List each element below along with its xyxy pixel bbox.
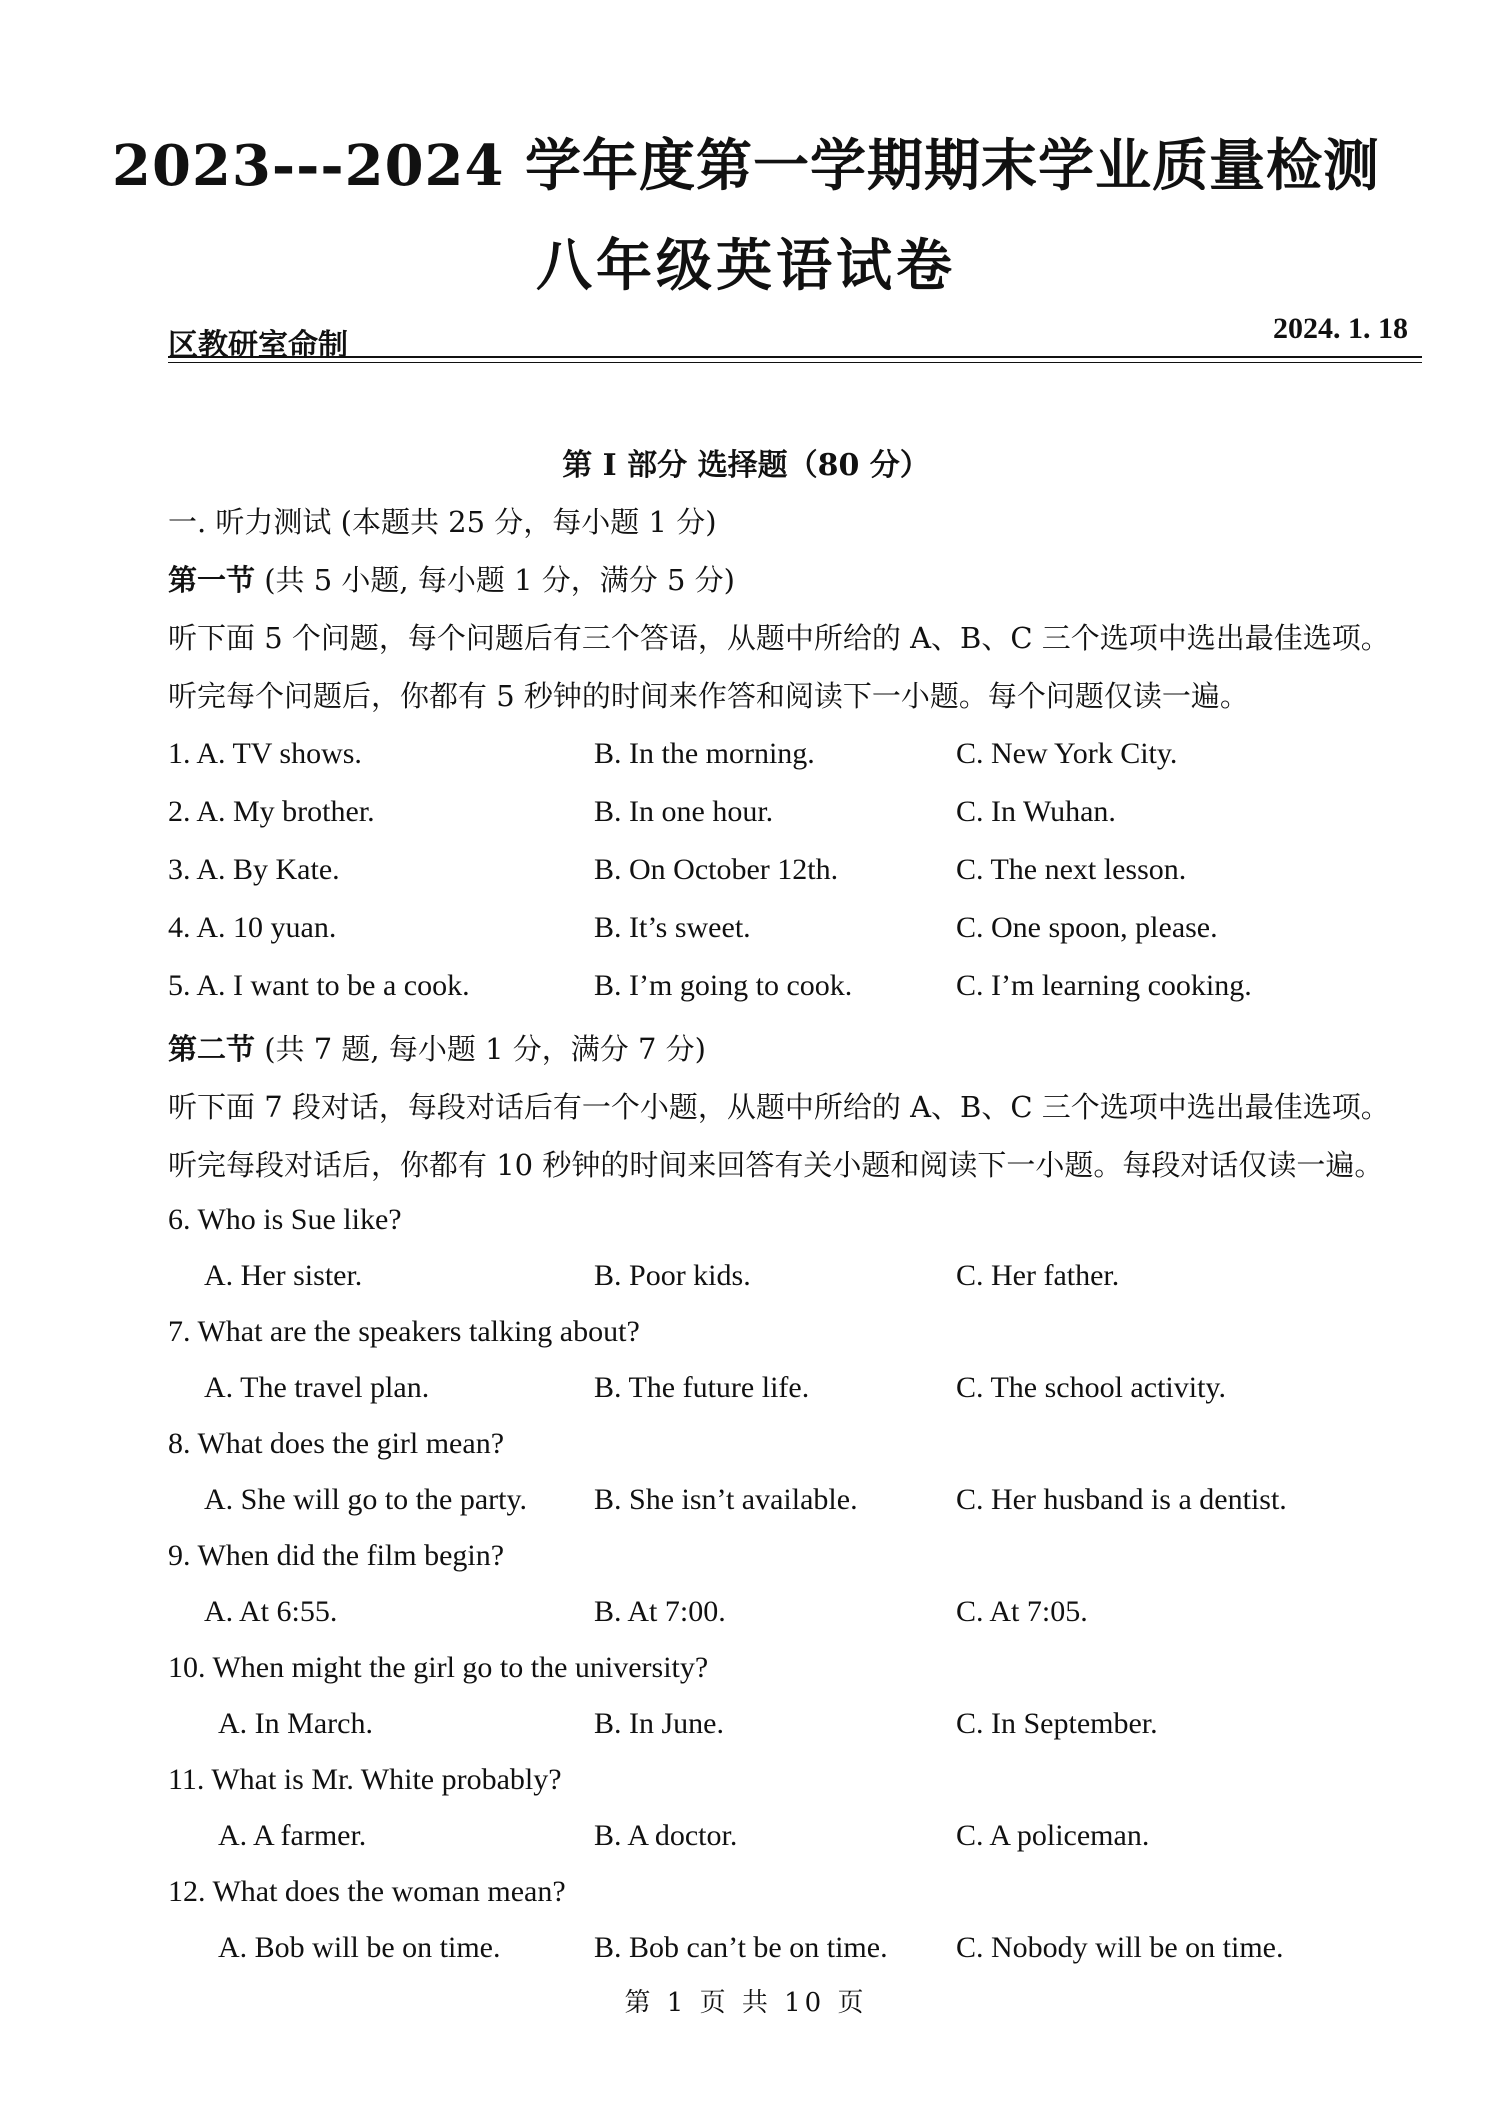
question-7-options <box>0 1371 1492 1411</box>
question-10-options <box>0 1707 1492 1747</box>
listening-item-4 <box>0 911 1492 951</box>
section2-instruction-1: 听下面 7 段对话，每段对话后有一个小题，从题中所给的 A、B、C 三个选项中选出最佳选项。 <box>168 1090 1390 1124</box>
option-c: C. New York City. <box>956 737 1178 770</box>
exam-date: 2024. 1. 18 <box>1273 312 1408 345</box>
option-a: A. Her sister. <box>204 1259 363 1292</box>
question-9-options <box>0 1595 1492 1635</box>
listening-item-3 <box>0 853 1492 893</box>
option-a: 5. A. I want to be a cook. <box>168 969 470 1002</box>
section1-instruction-1: 听下面 5 个问题，每个问题后有三个答语，从题中所给的 A、B、C 三个选项中选出最佳选项。 <box>168 621 1390 655</box>
section2-header <box>168 1027 706 1068</box>
section2-instruction-2: 听完每段对话后，你都有 10 秒钟的时间来回答有关小题和阅读下一小题。每段对话仅读一遍。 <box>168 1148 1384 1182</box>
option-c: C. In Wuhan. <box>956 795 1116 828</box>
option-b: B. Bob can’t be on time. <box>594 1931 888 1964</box>
section1-info: (共 5 小题, 每小题 1 分，满分 5 分) <box>255 563 735 597</box>
option-a: 1. A. TV shows. <box>168 737 362 770</box>
question-7: 7. What are the speakers talking about? <box>168 1315 640 1348</box>
option-b: B. The future life. <box>594 1371 810 1404</box>
page-footer: 第 1 页 共 10 页 <box>624 1988 868 2018</box>
option-b: B. In one hour. <box>594 795 774 828</box>
question-6: 6. Who is Sue like? <box>168 1203 402 1236</box>
option-c: C. The school activity. <box>956 1371 1226 1404</box>
option-a: A. At 6:55. <box>204 1595 338 1628</box>
listening-item-1 <box>0 737 1492 777</box>
question-12-options <box>0 1931 1492 1971</box>
exam-title: 2023---2024 学年度第一学期期末学业质量检测 <box>112 133 1380 199</box>
section1-header <box>168 558 735 599</box>
question-9: 9. When did the film begin? <box>168 1539 505 1572</box>
listening-item-5 <box>0 969 1492 1009</box>
option-a: A. Bob will be on time. <box>218 1931 501 1964</box>
header-rule <box>168 356 1422 358</box>
section1-label: 第一节 <box>168 563 256 597</box>
question-12: 12. What does the woman mean? <box>168 1875 566 1908</box>
exam-subtitle: 八年级英语试卷 <box>536 233 956 299</box>
option-c: C. In September. <box>956 1707 1158 1740</box>
listening-heading: 一. 听力测试 (本题共 25 分，每小题 1 分) <box>168 505 717 539</box>
question-6-options <box>0 1259 1492 1299</box>
option-b: B. In June. <box>594 1707 724 1740</box>
option-c: C. Her husband is a dentist. <box>956 1483 1287 1516</box>
option-c: C. Her father. <box>956 1259 1120 1292</box>
option-b: B. I’m going to cook. <box>594 969 853 1002</box>
question-11-options <box>0 1819 1492 1859</box>
listening-item-2 <box>0 795 1492 835</box>
option-b: B. Poor kids. <box>594 1259 751 1292</box>
option-a: 4. A. 10 yuan. <box>168 911 337 944</box>
option-c: C. A policeman. <box>956 1819 1150 1852</box>
option-a: A. In March. <box>218 1707 373 1740</box>
option-a: 2. A. My brother. <box>168 795 375 828</box>
option-c: C. The next lesson. <box>956 853 1187 886</box>
question-8-options <box>0 1483 1492 1523</box>
section2-info: (共 7 题, 每小题 1 分，满分 7 分) <box>255 1032 706 1066</box>
option-c: C. Nobody will be on time. <box>956 1931 1284 1964</box>
header-rule-thin <box>168 362 1422 363</box>
option-a: A. A farmer. <box>218 1819 367 1852</box>
option-b: B. At 7:00. <box>594 1595 726 1628</box>
option-a: A. She will go to the party. <box>204 1483 528 1516</box>
option-c: C. I’m learning cooking. <box>956 969 1252 1002</box>
question-11: 11. What is Mr. White probably? <box>168 1763 562 1796</box>
option-b: B. A doctor. <box>594 1819 738 1852</box>
issuer-label: 区教研室命制 <box>168 328 348 363</box>
question-10: 10. When might the girl go to the university? <box>168 1651 709 1684</box>
option-b: B. In the morning. <box>594 737 815 770</box>
option-a: 3. A. By Kate. <box>168 853 340 886</box>
question-8: 8. What does the girl mean? <box>168 1427 505 1460</box>
option-c: C. At 7:05. <box>956 1595 1088 1628</box>
section2-label: 第二节 <box>168 1032 256 1066</box>
option-b: B. She isn’t available. <box>594 1483 858 1516</box>
option-c: C. One spoon, please. <box>956 911 1218 944</box>
option-a: A. The travel plan. <box>204 1371 430 1404</box>
part1-heading: 第 I 部分 选择题（80 分） <box>562 448 930 483</box>
section1-instruction-2: 听完每个问题后，你都有 5 秒钟的时间来作答和阅读下一小题。每个问题仅读一遍。 <box>168 679 1249 713</box>
option-b: B. It’s sweet. <box>594 911 751 944</box>
option-b: B. On October 12th. <box>594 853 839 886</box>
